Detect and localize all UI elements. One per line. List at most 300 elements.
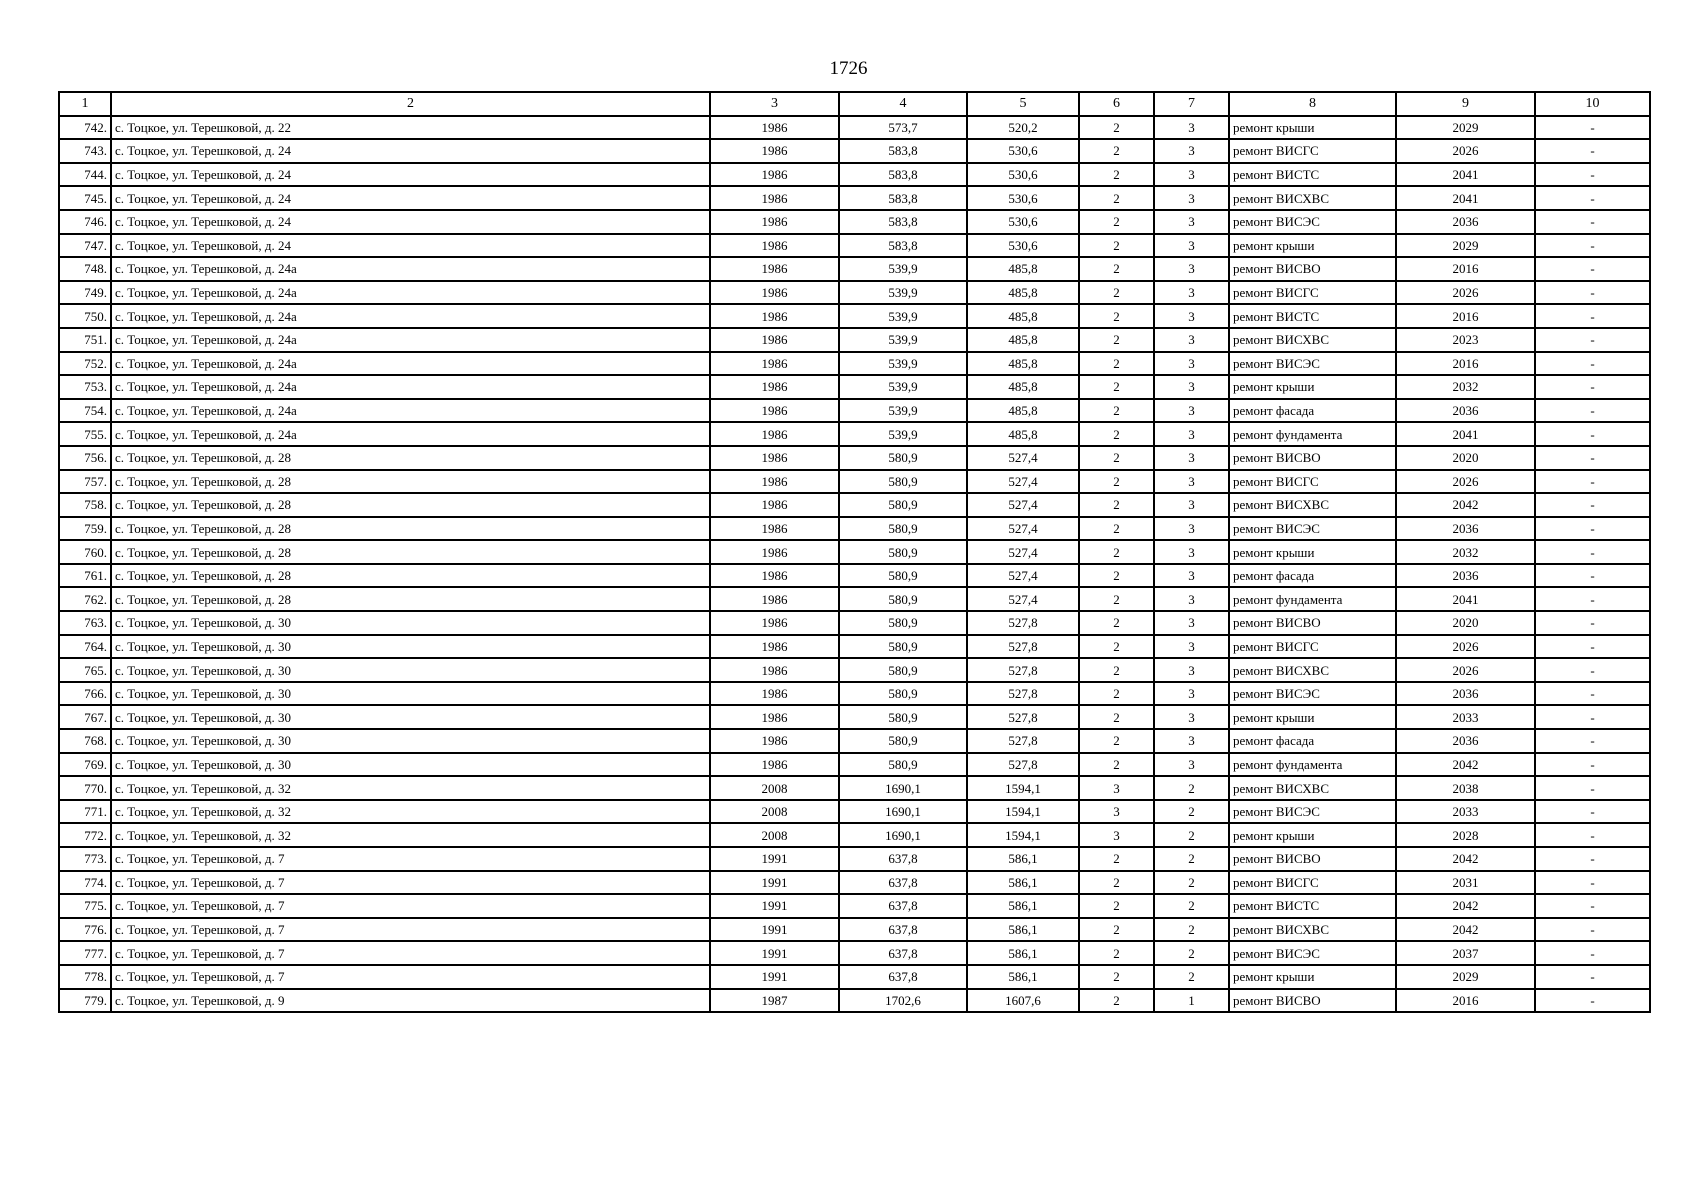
entrances-cell: 3 xyxy=(1154,446,1229,470)
total-area-cell: 580,9 xyxy=(839,705,967,729)
row-number-cell: 747. xyxy=(59,234,111,258)
entrances-cell: 2 xyxy=(1154,800,1229,824)
address-cell: с. Тоцкое, ул. Терешковой, д. 30 xyxy=(111,705,710,729)
entrances-cell: 2 xyxy=(1154,965,1229,989)
planned-year-cell: 2036 xyxy=(1396,399,1535,423)
address-cell: с. Тоцкое, ул. Терешковой, д. 28 xyxy=(111,470,710,494)
total-area-cell: 539,9 xyxy=(839,281,967,305)
work-type-cell: ремонт ВИСГС xyxy=(1229,281,1396,305)
year-built-cell: 1986 xyxy=(710,234,839,258)
table-row xyxy=(59,705,1650,729)
table-row xyxy=(59,753,1650,777)
row-number-cell: 779. xyxy=(59,989,111,1013)
work-type-cell: ремонт фасада xyxy=(1229,729,1396,753)
work-type-cell: ремонт фундамента xyxy=(1229,422,1396,446)
living-area-cell: 527,4 xyxy=(967,493,1079,517)
entrances-cell: 2 xyxy=(1154,941,1229,965)
row-number-cell: 746. xyxy=(59,210,111,234)
note-cell: - xyxy=(1535,493,1650,517)
table-row xyxy=(59,163,1650,187)
year-built-cell: 1991 xyxy=(710,941,839,965)
year-built-cell: 1986 xyxy=(710,446,839,470)
row-number-cell: 758. xyxy=(59,493,111,517)
note-cell: - xyxy=(1535,375,1650,399)
table-row xyxy=(59,304,1650,328)
row-number-cell: 775. xyxy=(59,894,111,918)
living-area-cell: 530,6 xyxy=(967,234,1079,258)
total-area-cell: 637,8 xyxy=(839,965,967,989)
floors-cell: 2 xyxy=(1079,493,1154,517)
floors-cell: 2 xyxy=(1079,186,1154,210)
living-area-cell: 1607,6 xyxy=(967,989,1079,1013)
note-cell: - xyxy=(1535,965,1650,989)
row-number-cell: 752. xyxy=(59,352,111,376)
year-built-cell: 1986 xyxy=(710,375,839,399)
table-row xyxy=(59,422,1650,446)
year-built-cell: 1986 xyxy=(710,163,839,187)
address-cell: с. Тоцкое, ул. Терешковой, д. 24а xyxy=(111,375,710,399)
floors-cell: 2 xyxy=(1079,989,1154,1013)
work-type-cell: ремонт ВИСВО xyxy=(1229,446,1396,470)
floors-cell: 2 xyxy=(1079,470,1154,494)
work-type-cell: ремонт ВИСЭС xyxy=(1229,517,1396,541)
table-row xyxy=(59,682,1650,706)
row-number-cell: 761. xyxy=(59,564,111,588)
address-cell: с. Тоцкое, ул. Терешковой, д. 30 xyxy=(111,682,710,706)
floors-cell: 2 xyxy=(1079,611,1154,635)
planned-year-cell: 2026 xyxy=(1396,281,1535,305)
work-type-cell: ремонт ВИСТС xyxy=(1229,304,1396,328)
work-type-cell: ремонт фасада xyxy=(1229,399,1396,423)
floors-cell: 2 xyxy=(1079,540,1154,564)
planned-year-cell: 2033 xyxy=(1396,705,1535,729)
row-number-cell: 767. xyxy=(59,705,111,729)
address-cell: с. Тоцкое, ул. Терешковой, д. 7 xyxy=(111,847,710,871)
table-row xyxy=(59,257,1650,281)
table-row xyxy=(59,399,1650,423)
column-header-2: 2 xyxy=(111,92,710,116)
floors-cell: 2 xyxy=(1079,847,1154,871)
total-area-cell: 637,8 xyxy=(839,918,967,942)
year-built-cell: 1986 xyxy=(710,328,839,352)
planned-year-cell: 2038 xyxy=(1396,776,1535,800)
floors-cell: 2 xyxy=(1079,517,1154,541)
entrances-cell: 3 xyxy=(1154,611,1229,635)
row-number-cell: 743. xyxy=(59,139,111,163)
living-area-cell: 485,8 xyxy=(967,328,1079,352)
year-built-cell: 1986 xyxy=(710,705,839,729)
living-area-cell: 527,8 xyxy=(967,705,1079,729)
note-cell: - xyxy=(1535,823,1650,847)
table-row xyxy=(59,281,1650,305)
table-row xyxy=(59,210,1650,234)
floors-cell: 2 xyxy=(1079,564,1154,588)
living-area-cell: 586,1 xyxy=(967,965,1079,989)
living-area-cell: 527,4 xyxy=(967,517,1079,541)
note-cell: - xyxy=(1535,210,1650,234)
floors-cell: 2 xyxy=(1079,965,1154,989)
floors-cell: 2 xyxy=(1079,352,1154,376)
floors-cell: 2 xyxy=(1079,257,1154,281)
living-area-cell: 586,1 xyxy=(967,871,1079,895)
living-area-cell: 1594,1 xyxy=(967,776,1079,800)
address-cell: с. Тоцкое, ул. Терешковой, д. 30 xyxy=(111,729,710,753)
note-cell: - xyxy=(1535,257,1650,281)
entrances-cell: 3 xyxy=(1154,304,1229,328)
address-cell: с. Тоцкое, ул. Терешковой, д. 24 xyxy=(111,234,710,258)
year-built-cell: 1986 xyxy=(710,470,839,494)
year-built-cell: 1986 xyxy=(710,517,839,541)
table-row xyxy=(59,116,1650,140)
living-area-cell: 530,6 xyxy=(967,186,1079,210)
living-area-cell: 530,6 xyxy=(967,210,1079,234)
work-type-cell: ремонт ВИСГС xyxy=(1229,635,1396,659)
note-cell: - xyxy=(1535,658,1650,682)
floors-cell: 2 xyxy=(1079,729,1154,753)
year-built-cell: 1986 xyxy=(710,422,839,446)
living-area-cell: 527,8 xyxy=(967,611,1079,635)
table-row xyxy=(59,517,1650,541)
row-number-cell: 751. xyxy=(59,328,111,352)
table-row xyxy=(59,800,1650,824)
living-area-cell: 586,1 xyxy=(967,941,1079,965)
planned-year-cell: 2031 xyxy=(1396,871,1535,895)
address-cell: с. Тоцкое, ул. Терешковой, д. 24 xyxy=(111,210,710,234)
column-header-5: 5 xyxy=(967,92,1079,116)
table-row xyxy=(59,635,1650,659)
note-cell: - xyxy=(1535,682,1650,706)
planned-year-cell: 2016 xyxy=(1396,989,1535,1013)
floors-cell: 2 xyxy=(1079,399,1154,423)
row-number-cell: 742. xyxy=(59,116,111,140)
address-cell: с. Тоцкое, ул. Терешковой, д. 30 xyxy=(111,753,710,777)
address-cell: с. Тоцкое, ул. Терешковой, д. 7 xyxy=(111,894,710,918)
note-cell: - xyxy=(1535,116,1650,140)
floors-cell: 3 xyxy=(1079,823,1154,847)
address-cell: с. Тоцкое, ул. Терешковой, д. 28 xyxy=(111,540,710,564)
row-number-cell: 757. xyxy=(59,470,111,494)
year-built-cell: 1986 xyxy=(710,635,839,659)
table-row xyxy=(59,587,1650,611)
living-area-cell: 586,1 xyxy=(967,847,1079,871)
living-area-cell: 485,8 xyxy=(967,304,1079,328)
table-row xyxy=(59,965,1650,989)
note-cell: - xyxy=(1535,304,1650,328)
table-row xyxy=(59,540,1650,564)
living-area-cell: 527,4 xyxy=(967,446,1079,470)
row-number-cell: 763. xyxy=(59,611,111,635)
entrances-cell: 3 xyxy=(1154,540,1229,564)
address-cell: с. Тоцкое, ул. Терешковой, д. 30 xyxy=(111,635,710,659)
note-cell: - xyxy=(1535,894,1650,918)
work-type-cell: ремонт фундамента xyxy=(1229,753,1396,777)
total-area-cell: 580,9 xyxy=(839,470,967,494)
total-area-cell: 583,8 xyxy=(839,139,967,163)
row-number-cell: 754. xyxy=(59,399,111,423)
total-area-cell: 1690,1 xyxy=(839,823,967,847)
total-area-cell: 580,9 xyxy=(839,611,967,635)
living-area-cell: 530,6 xyxy=(967,163,1079,187)
note-cell: - xyxy=(1535,399,1650,423)
column-header-3: 3 xyxy=(710,92,839,116)
note-cell: - xyxy=(1535,871,1650,895)
entrances-cell: 3 xyxy=(1154,635,1229,659)
total-area-cell: 637,8 xyxy=(839,871,967,895)
living-area-cell: 527,8 xyxy=(967,658,1079,682)
address-cell: с. Тоцкое, ул. Терешковой, д. 9 xyxy=(111,989,710,1013)
year-built-cell: 1991 xyxy=(710,894,839,918)
year-built-cell: 1986 xyxy=(710,611,839,635)
floors-cell: 3 xyxy=(1079,800,1154,824)
living-area-cell: 527,8 xyxy=(967,729,1079,753)
living-area-cell: 485,8 xyxy=(967,422,1079,446)
year-built-cell: 1986 xyxy=(710,399,839,423)
table-row xyxy=(59,918,1650,942)
work-type-cell: ремонт крыши xyxy=(1229,116,1396,140)
address-cell: с. Тоцкое, ул. Терешковой, д. 22 xyxy=(111,116,710,140)
work-type-cell: ремонт крыши xyxy=(1229,705,1396,729)
table-row xyxy=(59,139,1650,163)
total-area-cell: 1702,6 xyxy=(839,989,967,1013)
entrances-cell: 3 xyxy=(1154,234,1229,258)
note-cell: - xyxy=(1535,776,1650,800)
living-area-cell: 527,8 xyxy=(967,753,1079,777)
row-number-cell: 749. xyxy=(59,281,111,305)
planned-year-cell: 2020 xyxy=(1396,446,1535,470)
floors-cell: 2 xyxy=(1079,304,1154,328)
address-cell: с. Тоцкое, ул. Терешковой, д. 28 xyxy=(111,587,710,611)
address-cell: с. Тоцкое, ул. Терешковой, д. 32 xyxy=(111,776,710,800)
note-cell: - xyxy=(1535,540,1650,564)
work-type-cell: ремонт ВИСТС xyxy=(1229,163,1396,187)
row-number-cell: 745. xyxy=(59,186,111,210)
planned-year-cell: 2026 xyxy=(1396,658,1535,682)
address-cell: с. Тоцкое, ул. Терешковой, д. 28 xyxy=(111,493,710,517)
year-built-cell: 1991 xyxy=(710,847,839,871)
column-header-6: 6 xyxy=(1079,92,1154,116)
table-row xyxy=(59,564,1650,588)
work-type-cell: ремонт крыши xyxy=(1229,823,1396,847)
note-cell: - xyxy=(1535,186,1650,210)
work-type-cell: ремонт ВИСЭС xyxy=(1229,800,1396,824)
note-cell: - xyxy=(1535,234,1650,258)
table-body xyxy=(59,116,1650,1013)
note-cell: - xyxy=(1535,328,1650,352)
address-cell: с. Тоцкое, ул. Терешковой, д. 24а xyxy=(111,422,710,446)
note-cell: - xyxy=(1535,517,1650,541)
living-area-cell: 586,1 xyxy=(967,918,1079,942)
planned-year-cell: 2042 xyxy=(1396,847,1535,871)
year-built-cell: 1986 xyxy=(710,210,839,234)
entrances-cell: 3 xyxy=(1154,470,1229,494)
total-area-cell: 539,9 xyxy=(839,304,967,328)
table-header xyxy=(59,92,1650,116)
total-area-cell: 539,9 xyxy=(839,399,967,423)
work-type-cell: ремонт ВИСГС xyxy=(1229,871,1396,895)
living-area-cell: 520,2 xyxy=(967,116,1079,140)
row-number-cell: 753. xyxy=(59,375,111,399)
table-row xyxy=(59,729,1650,753)
year-built-cell: 2008 xyxy=(710,823,839,847)
total-area-cell: 583,8 xyxy=(839,210,967,234)
work-type-cell: ремонт ВИСВО xyxy=(1229,611,1396,635)
year-built-cell: 1986 xyxy=(710,493,839,517)
work-type-cell: ремонт фундамента xyxy=(1229,587,1396,611)
address-cell: с. Тоцкое, ул. Терешковой, д. 32 xyxy=(111,823,710,847)
header-row xyxy=(59,92,1650,116)
address-cell: с. Тоцкое, ул. Терешковой, д. 28 xyxy=(111,564,710,588)
work-type-cell: ремонт ВИСХВС xyxy=(1229,186,1396,210)
address-cell: с. Тоцкое, ул. Терешковой, д. 7 xyxy=(111,918,710,942)
planned-year-cell: 2026 xyxy=(1396,470,1535,494)
entrances-cell: 3 xyxy=(1154,163,1229,187)
work-type-cell: ремонт фасада xyxy=(1229,564,1396,588)
floors-cell: 2 xyxy=(1079,587,1154,611)
planned-year-cell: 2037 xyxy=(1396,941,1535,965)
total-area-cell: 1690,1 xyxy=(839,800,967,824)
entrances-cell: 3 xyxy=(1154,587,1229,611)
entrances-cell: 3 xyxy=(1154,705,1229,729)
work-type-cell: ремонт ВИСХВС xyxy=(1229,658,1396,682)
work-type-cell: ремонт ВИСХВС xyxy=(1229,493,1396,517)
planned-year-cell: 2041 xyxy=(1396,186,1535,210)
floors-cell: 2 xyxy=(1079,139,1154,163)
column-header-4: 4 xyxy=(839,92,967,116)
year-built-cell: 1986 xyxy=(710,186,839,210)
address-cell: с. Тоцкое, ул. Терешковой, д. 28 xyxy=(111,517,710,541)
total-area-cell: 580,9 xyxy=(839,587,967,611)
note-cell: - xyxy=(1535,470,1650,494)
address-cell: с. Тоцкое, ул. Терешковой, д. 24 xyxy=(111,163,710,187)
year-built-cell: 1986 xyxy=(710,540,839,564)
total-area-cell: 580,9 xyxy=(839,729,967,753)
floors-cell: 2 xyxy=(1079,635,1154,659)
work-type-cell: ремонт ВИСВО xyxy=(1229,989,1396,1013)
row-number-cell: 772. xyxy=(59,823,111,847)
planned-year-cell: 2032 xyxy=(1396,540,1535,564)
year-built-cell: 1986 xyxy=(710,116,839,140)
row-number-cell: 744. xyxy=(59,163,111,187)
floors-cell: 2 xyxy=(1079,210,1154,234)
note-cell: - xyxy=(1535,989,1650,1013)
note-cell: - xyxy=(1535,281,1650,305)
total-area-cell: 580,9 xyxy=(839,517,967,541)
table-row xyxy=(59,847,1650,871)
entrances-cell: 3 xyxy=(1154,257,1229,281)
entrances-cell: 2 xyxy=(1154,894,1229,918)
entrances-cell: 1 xyxy=(1154,989,1229,1013)
table-row xyxy=(59,871,1650,895)
row-number-cell: 760. xyxy=(59,540,111,564)
year-built-cell: 1986 xyxy=(710,753,839,777)
entrances-cell: 2 xyxy=(1154,823,1229,847)
total-area-cell: 580,9 xyxy=(839,682,967,706)
year-built-cell: 1986 xyxy=(710,281,839,305)
address-cell: с. Тоцкое, ул. Терешковой, д. 30 xyxy=(111,611,710,635)
note-cell: - xyxy=(1535,564,1650,588)
row-number-cell: 766. xyxy=(59,682,111,706)
total-area-cell: 580,9 xyxy=(839,446,967,470)
floors-cell: 2 xyxy=(1079,234,1154,258)
living-area-cell: 527,4 xyxy=(967,540,1079,564)
total-area-cell: 580,9 xyxy=(839,540,967,564)
note-cell: - xyxy=(1535,635,1650,659)
planned-year-cell: 2036 xyxy=(1396,729,1535,753)
row-number-cell: 759. xyxy=(59,517,111,541)
year-built-cell: 1986 xyxy=(710,587,839,611)
planned-year-cell: 2041 xyxy=(1396,163,1535,187)
year-built-cell: 2008 xyxy=(710,800,839,824)
entrances-cell: 3 xyxy=(1154,399,1229,423)
work-type-cell: ремонт ВИСХВС xyxy=(1229,918,1396,942)
living-area-cell: 485,8 xyxy=(967,375,1079,399)
planned-year-cell: 2036 xyxy=(1396,564,1535,588)
entrances-cell: 3 xyxy=(1154,729,1229,753)
row-number-cell: 750. xyxy=(59,304,111,328)
planned-year-cell: 2032 xyxy=(1396,375,1535,399)
table-row xyxy=(59,352,1650,376)
floors-cell: 2 xyxy=(1079,116,1154,140)
table-row xyxy=(59,611,1650,635)
living-area-cell: 485,8 xyxy=(967,281,1079,305)
planned-year-cell: 2042 xyxy=(1396,918,1535,942)
planned-year-cell: 2029 xyxy=(1396,234,1535,258)
planned-year-cell: 2028 xyxy=(1396,823,1535,847)
planned-year-cell: 2042 xyxy=(1396,493,1535,517)
work-type-cell: ремонт крыши xyxy=(1229,375,1396,399)
row-number-cell: 756. xyxy=(59,446,111,470)
work-type-cell: ремонт ВИСХВС xyxy=(1229,328,1396,352)
table-row xyxy=(59,234,1650,258)
work-type-cell: ремонт ВИСЭС xyxy=(1229,210,1396,234)
total-area-cell: 580,9 xyxy=(839,635,967,659)
entrances-cell: 3 xyxy=(1154,186,1229,210)
entrances-cell: 3 xyxy=(1154,328,1229,352)
column-header-1: 1 xyxy=(59,92,111,116)
note-cell: - xyxy=(1535,611,1650,635)
row-number-cell: 769. xyxy=(59,753,111,777)
total-area-cell: 539,9 xyxy=(839,352,967,376)
year-built-cell: 1986 xyxy=(710,304,839,328)
note-cell: - xyxy=(1535,705,1650,729)
total-area-cell: 539,9 xyxy=(839,257,967,281)
table-row xyxy=(59,493,1650,517)
address-cell: с. Тоцкое, ул. Терешковой, д. 24а xyxy=(111,304,710,328)
registry-table xyxy=(58,91,1651,1013)
planned-year-cell: 2041 xyxy=(1396,422,1535,446)
total-area-cell: 539,9 xyxy=(839,422,967,446)
entrances-cell: 3 xyxy=(1154,564,1229,588)
planned-year-cell: 2042 xyxy=(1396,894,1535,918)
entrances-cell: 3 xyxy=(1154,210,1229,234)
total-area-cell: 539,9 xyxy=(839,328,967,352)
table-row xyxy=(59,446,1650,470)
page-number: 1726 xyxy=(829,58,868,79)
table-row xyxy=(59,941,1650,965)
address-cell: с. Тоцкое, ул. Терешковой, д. 7 xyxy=(111,965,710,989)
note-cell: - xyxy=(1535,139,1650,163)
floors-cell: 2 xyxy=(1079,894,1154,918)
living-area-cell: 530,6 xyxy=(967,139,1079,163)
total-area-cell: 583,8 xyxy=(839,234,967,258)
row-number-cell: 776. xyxy=(59,918,111,942)
planned-year-cell: 2036 xyxy=(1396,210,1535,234)
living-area-cell: 527,4 xyxy=(967,564,1079,588)
row-number-cell: 764. xyxy=(59,635,111,659)
floors-cell: 3 xyxy=(1079,776,1154,800)
column-header-9: 9 xyxy=(1396,92,1535,116)
floors-cell: 2 xyxy=(1079,871,1154,895)
